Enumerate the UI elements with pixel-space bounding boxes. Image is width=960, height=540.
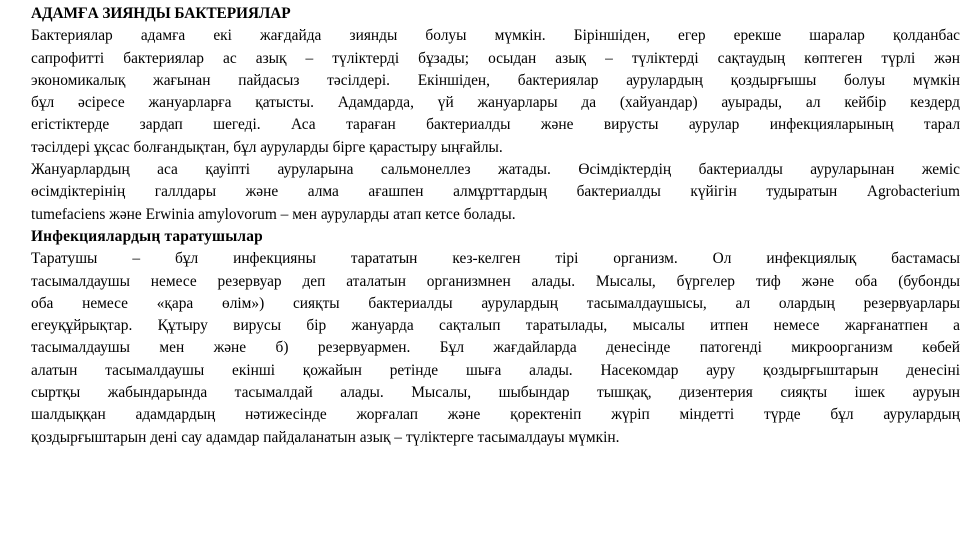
text-line: тасымалдаушы мен және б) резервуармен. Бұл жағдайларда денесінде патогенді микроорганизм көбей [31, 339, 960, 357]
document-title: АДАМҒА ЗИЯНДЫ БАКТЕРИЯЛАР [31, 5, 291, 22]
text-line: Бактериялар адамға екі жағдайда зиянды болуы мүмкін. Біріншіден, егер ерекше шаралар қолданбас [31, 27, 960, 45]
text-line: сыртқы жабындарында тасымалдай алады. Мысалы, шыбындар тышқақ, дизентерия сияқты ішек ауруын [31, 384, 960, 402]
text-line: тәсілдері ұқсас болғандықтан, бұл ауруларды бірге қарастыру ыңғайлы. [31, 138, 503, 156]
text-line: алатын тасымалдаушы екінші қожайын ретінде шыға алады. Насекомдар ауру қоздырғыштарын денесіні [31, 361, 960, 379]
text-line: Жануарлардың аса қауіпті ауруларына сальмонеллез жатады. Өсімдіктердің бактериалды ауруларынан жеміс [31, 161, 960, 179]
text-line: Таратушы – бұл инфекцияны тарататын кез-келген тірі организм. Ол инфекциялық бастамасы [31, 250, 960, 268]
text-line: егеуқұйрықтар. Құтыру вирусы бір жануарда сақталып таратылады, мысалы итпен немесе жарғанатпен а [31, 317, 960, 335]
text-line: tumefaciens және Erwinia amylovorum – мен ауруларды атап кетсе болады. [31, 205, 516, 223]
paragraph-animal-diseases [31, 159, 960, 226]
document-body [31, 3, 960, 449]
paragraph-infection-carriers [31, 248, 960, 449]
text-line: өсімдіктерінің галлдары және алма ағашпен алмұрттардың бактериалды күйігін тудыратын Agrobacterium [31, 183, 960, 201]
text-line: сапрофитті бактериялар ас азық – түліктерді бұзады; осыдан азық – түліктерді сақтаудың көптеген түрлі жән [31, 49, 960, 67]
text-line: оба немесе «қара өлім») сияқты бактериалды аурулардың тасымалдаушысы, ал олардың резервуарлары [31, 294, 960, 312]
text-line: шалдыққан адамдардың нәтижесінде жорғалап және қоректеніп жүріп міндетті түрде бұл аурулардың [31, 406, 960, 424]
text-line: бұл әсіресе жануарларға қатысты. Адамдарда, үй жануарлары да (хайуандар) ауырады, ал кейбір кездерд [31, 94, 960, 112]
text-line: егістіктерде зардап шегеді. Аса тараған бактериалды және вирусты аурулар инфекцияларының тарал [31, 116, 960, 134]
paragraph-bacteria-harm [31, 25, 960, 159]
text-line: экономикалық жағынан пайдасыз тәсілдері. Екіншіден, бактериялар аурулардың қоздырғышы болуы мүмкін [31, 71, 960, 89]
text-line: қоздырғыштарын дені сау адамдар пайдаланатын азық – түліктерге тасымалдауы мүмкін. [31, 428, 620, 446]
text-line: тасымалдаушы немесе резервуар деп аталатын организмнен алады. Мысалы, бүргелер тиф және оба (бубонды [31, 272, 960, 290]
section-subtitle: Инфекциялардың таратушылар [31, 227, 263, 245]
